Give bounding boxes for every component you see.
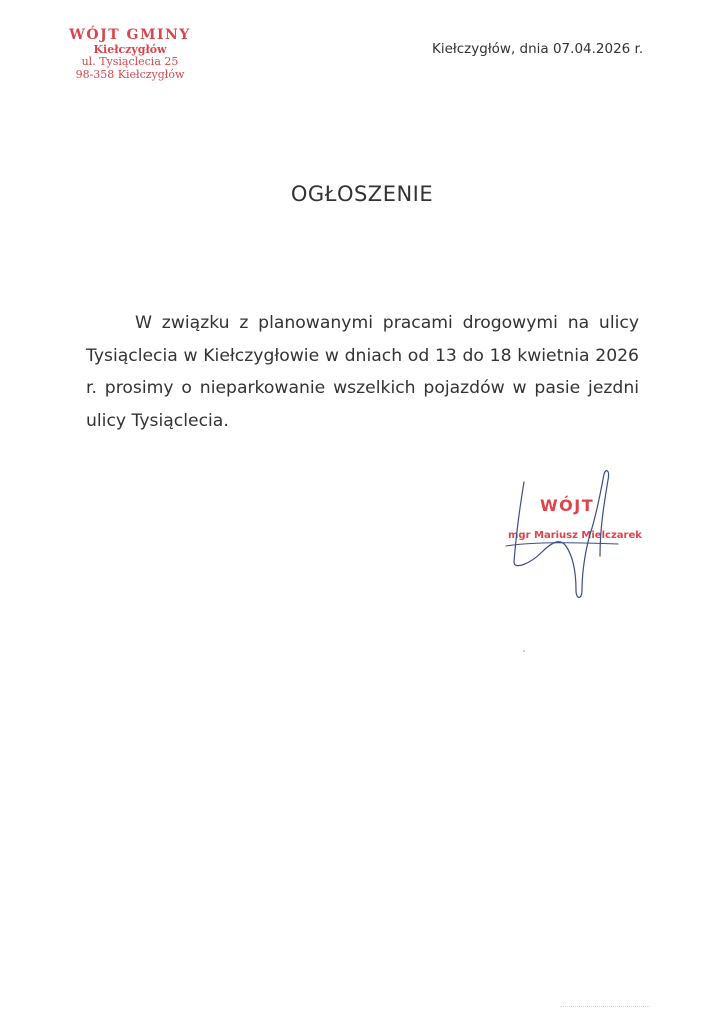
signature-stamp-name: mgr Mariusz Mielczarek	[508, 530, 642, 541]
stamp-title: WÓJT GMINY	[69, 27, 191, 43]
date-line: Kiełczygłów, dnia 07.04.2026 r.	[432, 41, 644, 57]
scan-speck	[523, 650, 525, 652]
announcement-body: W związku z planowanymi pracami drogowymi na ulicy Tysiąclecia w Kiełczygłowie w dniach od 13 do 18 kwietnia 2026 r. prosimy o nieparkowanie wszelkich pojazdów w pasie jezdni ulicy Tysiąclecia.	[86, 313, 639, 431]
scan-noise	[560, 1006, 650, 1009]
handwritten-signature	[500, 466, 660, 606]
stamp-line-town: Kiełczygłów	[93, 42, 167, 56]
stamp-line-postal: 98-358 Kiełczygłów	[75, 68, 185, 82]
document-heading: OGŁOSZENIE	[290, 182, 434, 206]
signature-stamp-title: WÓJT	[540, 496, 595, 515]
stamp-line-street: ul. Tysiąclecia 25	[81, 55, 179, 69]
office-stamp	[55, 27, 205, 82]
signature-block	[500, 466, 660, 606]
